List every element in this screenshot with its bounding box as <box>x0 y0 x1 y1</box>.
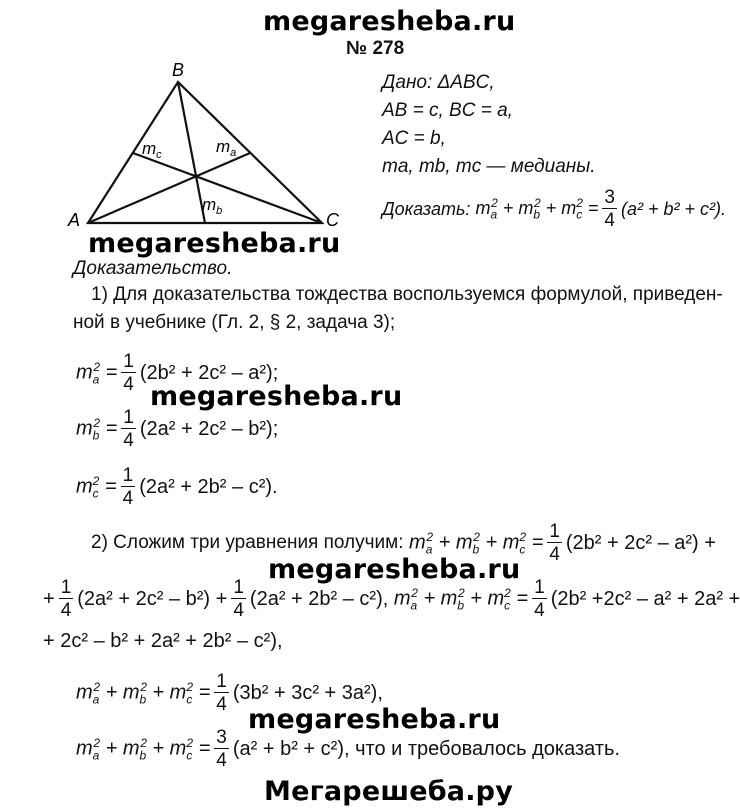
watermark-top: megaresheba.ru <box>263 6 516 37</box>
given-line-4: ma, mb, mc — медианы. <box>382 156 596 177</box>
step2-line2: + $\frac{1}{4}$ (2a² + 2c² – b²) + $\frac{1}{4}$ (2a² + 2b² – c²), $m_a^2 + m_b^2 + m_c^2$ = $\frac{1}{4}$ (2b² +2c² – a² + 2a² + <box>43 577 740 621</box>
step2-line1: 2) Сложим три уравнения получим: $m_a^2 + m_b^2 + m_c^2$ = $\frac{1}{4}$ (2b² + 2c² – a²) + <box>91 521 716 565</box>
prove-label: Доказать: <box>382 198 471 219</box>
watermark-2: megaresheba.ru <box>88 228 341 259</box>
vertex-a-label: A <box>68 210 81 230</box>
equation-ma: $m_a^2$ = $\frac{1}{4}$ (2b² + 2c² – a²); <box>76 351 279 395</box>
given-line-3: AC = b, <box>382 128 446 149</box>
step1-line1: 1) Для доказательства тождества воспользуемся формулой, приведен- <box>91 284 723 305</box>
given-line-1: Дано: ΔABC, <box>382 72 495 93</box>
step1-line2: ной в учебнике (Гл. 2, § 2, задача 3); <box>73 312 396 333</box>
triangle-figure <box>60 58 400 228</box>
step2-line3: + 2c² – b² + 2a² + 2b² – c²), <box>43 630 283 652</box>
given-line-2: AB = c, BC = a, <box>382 100 513 121</box>
median-c-label: $m_c$ <box>142 139 162 161</box>
prove-statement: Доказать: $m_a^2 + m_b^2 + m_c^2$ = $\frac{3}{4}$ (a² + b² + c²). <box>382 187 727 231</box>
equation-mc: $m_c^2$ = $\frac{1}{4}$ (2a² + 2b² – c²). <box>76 465 278 509</box>
problem-number: № 278 <box>346 38 405 59</box>
median-a-label: $m_a$ <box>216 137 237 159</box>
vertex-b-label: B <box>172 60 185 80</box>
equation-sum: $m_a^2 + m_b^2 + m_c^2$ = $\frac{1}{4}$ (3b² + 3c² + 3a²), <box>76 671 383 715</box>
prove-rhs: (a² + b² + c²). <box>621 198 727 219</box>
equation-final: $m_a^2 + m_b^2 + m_c^2$ = $\frac{3}{4}$ (a² + b² + c²), что и требовалось доказать. <box>76 727 621 771</box>
watermark-4: megaresheba.ru <box>268 554 521 585</box>
watermark-bottom: Мегарешеба.ру <box>264 776 513 807</box>
vertex-c-label: C <box>326 210 339 230</box>
equation-mb: $m_b^2$ = $\frac{1}{4}$ (2a² + 2c² – b²); <box>76 407 279 451</box>
watermark-3: megaresheba.ru <box>150 381 403 412</box>
median-b-label: $m_b$ <box>202 195 223 217</box>
watermark-5: megaresheba.ru <box>248 704 501 735</box>
proof-heading: Доказательство. <box>73 258 233 279</box>
